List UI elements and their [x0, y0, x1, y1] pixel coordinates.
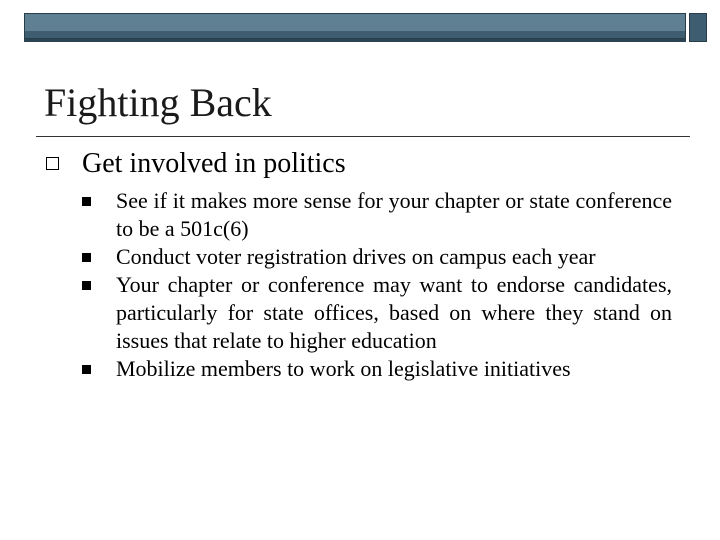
filled-square-bullet-icon [82, 365, 91, 374]
slide-title: Fighting Back [44, 80, 272, 125]
sub-bullet-list [82, 187, 672, 383]
filled-square-bullet-icon [82, 253, 91, 262]
sub-bullet-item [82, 187, 672, 243]
sub-bullet-text: Conduct voter registration drives on campus each year [116, 244, 596, 269]
sub-bullet-text: Mobilize members to work on legislative initiatives [116, 356, 571, 381]
sub-bullet-text: See if it makes more sense for your chapter or state conference to be a 501c(6) [116, 188, 672, 241]
sub-bullet-item [82, 243, 672, 271]
title-underline [36, 136, 690, 137]
header-decoration-bar [24, 13, 686, 39]
filled-square-bullet-icon [82, 281, 91, 290]
header-decoration-rule [24, 39, 686, 42]
sub-bullet-item [82, 271, 672, 355]
sub-bullet-item [82, 355, 672, 383]
filled-square-bullet-icon [82, 197, 91, 206]
hollow-square-bullet-icon [46, 157, 59, 170]
header-decoration-block [689, 13, 707, 42]
sub-bullet-text: Your chapter or conference may want to endorse candidates, particularly for state offices, based on where they stand on issues that relate to higher education [116, 272, 672, 353]
bullet-text: Get involved in politics [82, 148, 346, 179]
